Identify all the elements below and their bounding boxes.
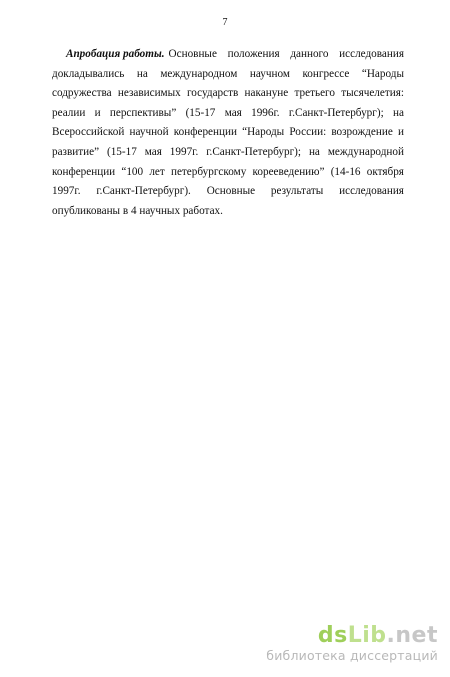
paragraph-line-4 bbox=[52, 104, 404, 124]
word: докладывались bbox=[52, 67, 125, 80]
paragraph-lead-heading: Апробация работы. bbox=[66, 48, 165, 60]
word: г.Санкт-Петербург); bbox=[206, 145, 302, 158]
paragraph-line-8 bbox=[52, 182, 404, 202]
word: содружества bbox=[52, 87, 112, 100]
word: перспективы” bbox=[109, 106, 177, 119]
paragraph-line-6 bbox=[52, 143, 404, 163]
word: реалии bbox=[52, 106, 86, 119]
word: (15-17 bbox=[185, 106, 216, 119]
word: Основные bbox=[168, 48, 217, 60]
word: на bbox=[392, 106, 404, 119]
dslib-watermark[interactable] bbox=[266, 624, 438, 663]
word: третьего bbox=[294, 87, 335, 100]
word: исследования bbox=[339, 185, 404, 198]
word: исследования bbox=[339, 48, 404, 60]
word: и bbox=[397, 126, 404, 139]
word: Всероссийской bbox=[52, 126, 125, 139]
word: тысячелетия: bbox=[341, 87, 404, 100]
word: корееведению” bbox=[252, 165, 325, 178]
word: положения bbox=[227, 48, 280, 60]
word: лет bbox=[149, 165, 165, 178]
word: на bbox=[136, 67, 148, 80]
paragraph-line-text bbox=[52, 143, 404, 163]
paragraph-line-text bbox=[169, 45, 404, 65]
paragraph-line-9 bbox=[52, 202, 404, 222]
word: октября bbox=[366, 165, 404, 178]
word: научном bbox=[249, 67, 290, 80]
logo-part-lib: Lib bbox=[347, 623, 387, 648]
word: конференции bbox=[52, 165, 116, 178]
watermark-caption: библиотека диссертаций bbox=[266, 648, 438, 663]
word: международной bbox=[327, 145, 404, 158]
word: конференции bbox=[173, 126, 237, 139]
page-number: 7 bbox=[222, 17, 228, 28]
paragraph-line-7 bbox=[52, 163, 404, 183]
word: Основные bbox=[206, 185, 256, 198]
paragraph-line-text bbox=[52, 182, 404, 202]
word: г.Санкт-Петербург); bbox=[288, 106, 384, 119]
word: “Народы bbox=[361, 67, 404, 80]
word: мая bbox=[144, 145, 162, 158]
word: 1997г. bbox=[169, 145, 199, 158]
paragraph-line-2 bbox=[52, 65, 404, 85]
word: накануне bbox=[244, 87, 289, 100]
word: данного bbox=[290, 48, 329, 60]
word: независимых bbox=[117, 87, 181, 100]
word: научной bbox=[129, 126, 169, 139]
word: конгрессе bbox=[302, 67, 350, 80]
paragraph-line-text bbox=[52, 104, 404, 124]
word: международном bbox=[160, 67, 238, 80]
paragraph-line-3 bbox=[52, 84, 404, 104]
word: (14-16 bbox=[330, 165, 361, 178]
word: г.Санкт-Петербург). bbox=[96, 185, 191, 198]
word: 1997г. bbox=[52, 185, 81, 198]
paragraph-line-text bbox=[52, 84, 404, 104]
word: (15-17 bbox=[106, 145, 137, 158]
paragraph-line-text bbox=[52, 123, 404, 143]
word: петербургскому bbox=[170, 165, 247, 178]
word: на bbox=[308, 145, 320, 158]
word: мая bbox=[224, 106, 242, 119]
word: 1996г. bbox=[251, 106, 280, 119]
paragraph-line-5 bbox=[52, 123, 404, 143]
word: “Народы bbox=[242, 126, 285, 139]
logo-part-net: .net bbox=[386, 623, 438, 648]
word: и bbox=[94, 106, 101, 119]
paragraph-line-text bbox=[52, 65, 404, 85]
dslib-logo bbox=[266, 624, 438, 648]
word: государств bbox=[187, 87, 239, 100]
logo-part-ds: ds bbox=[317, 623, 348, 648]
word: развитие” bbox=[52, 145, 100, 158]
body-paragraph bbox=[52, 45, 404, 221]
word: результаты bbox=[270, 185, 324, 198]
word: “100 bbox=[121, 165, 144, 178]
paragraph-line-text: опубликованы в 4 научных работах. bbox=[52, 204, 223, 217]
word: России: bbox=[289, 126, 327, 139]
word: возрождение bbox=[331, 126, 393, 139]
paragraph-line-text bbox=[52, 163, 404, 183]
paragraph-line-1 bbox=[52, 45, 404, 65]
